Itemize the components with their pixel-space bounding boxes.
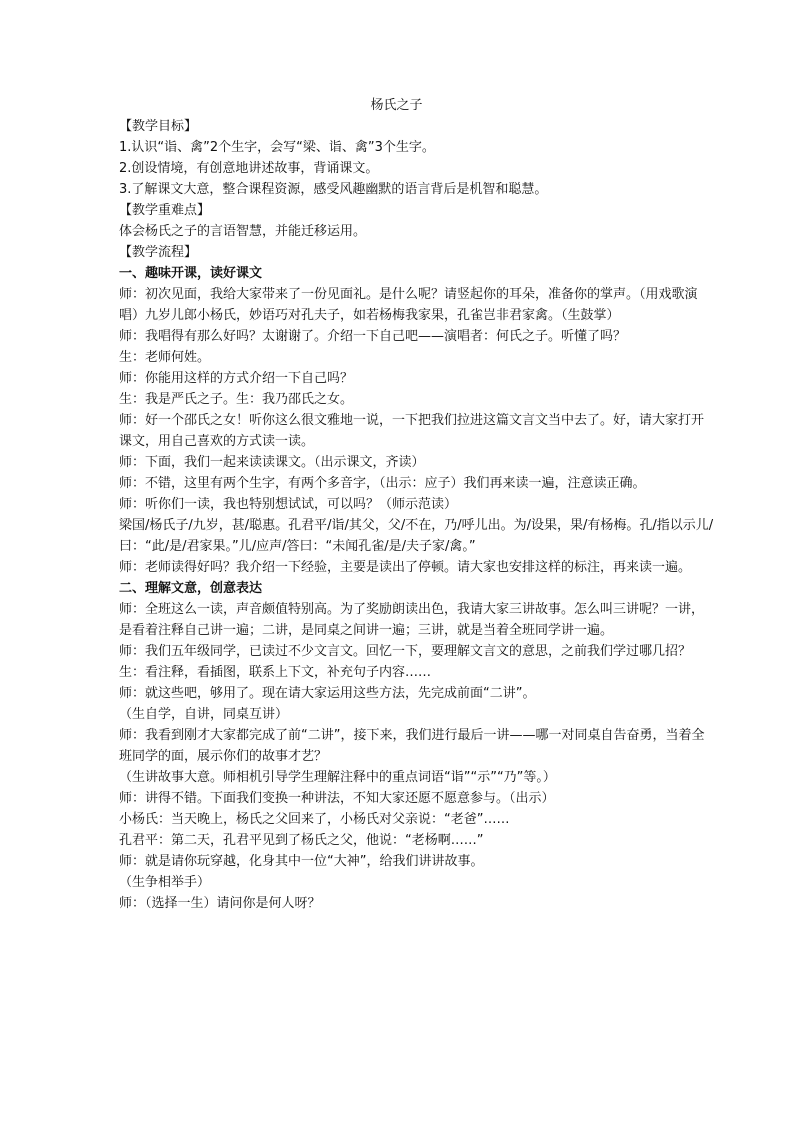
paragraph-line: 生：看注释，看插图，联系上下文，补充句子内容…… [119,665,432,680]
section-heading: 二、理解文意，创意表达 [119,581,263,596]
paragraph-line: 师：讲得不错。下面我们变换一种讲法，不知大家还愿不愿意参与。（出示） [119,791,555,806]
paragraph-line: 生：老师何姓。 [119,350,211,365]
paragraph-line: 师：你能用这样的方式介绍一下自己吗？ [119,371,354,386]
paragraph-line: 师：下面，我们一起来读读课文。（出示课文，齐读） [119,455,425,470]
paragraph-line: 生：我是严氏之子。生：我乃邵氏之女。 [119,392,354,407]
paragraph-line: 师：我看到刚才大家都完成了前“二讲”，接下来，我们进行最后一讲——哪一对同桌自告奋勇，当着全班同学的面，展示你们的故事才艺？ [119,728,705,764]
paragraph-line: 师：听你们一读，我也特别想试试，可以吗？（师示范读） [119,497,458,512]
paragraph-line: 师：我唱得有那么好吗？太谢谢了。介绍一下自己吧——演唱者：何氏之子。听懂了吗？ [119,329,627,344]
paragraph-line: 1.认识“诣、禽”2个生字，会写“梁、诣、禽”3个生字。 [119,140,435,155]
paragraph-line: 师：全班这么一读，声音颇值特别高。为了奖励朗读出色，我请大家三讲故事。怎么叫三讲呢？一讲，是看着注释自己讲一遍；二讲，是同桌之间讲一遍；三讲，就是当着全班同学讲一遍。 [119,602,705,638]
paragraph-line: 体会杨氏之子的言语智慧，并能迁移运用。 [119,224,367,239]
paragraph-line: 3.了解课文大意，整合课程资源，感受风趣幽默的语言背后是机智和聪慧。 [119,182,548,197]
paragraph-line: 2.创设情境，有创意地讲述故事，背诵课文。 [119,161,379,176]
paragraph-line: （生争相举手） [119,875,211,890]
paragraph-line: 师：老师读得好吗？我介绍一下经验，主要是读出了停顿。请大家也安排这样的标注，再来读一遍。 [119,560,692,575]
paragraph-line: 【教学重难点】 [119,203,211,218]
paragraph-line: （生自学，自讲，同桌互讲） [119,707,289,722]
section-heading: 一、趣味开课，读好课文 [119,266,263,281]
paragraph-line: 孔君平：第二天，孔君平见到了杨氏之父，他说：“老杨啊……” [119,833,484,848]
paragraph-line: 师：好一个邵氏之女！听你这么很文雅地一说，一下把我们拉进这篇文言文当中去了。好，请大家打开课文，用自己喜欢的方式读一读。 [119,413,705,449]
paragraph-line: 师：不错，这里有两个生字，有两个多音字，（出示：应子）我们再来读一遍，注意读正确。 [119,476,646,491]
paragraph-line: 【教学目标】 [119,119,198,134]
paragraph-line: 师：就是请你玩穿越，化身其中一位“大神”，给我们讲讲故事。 [119,854,484,869]
paragraph-line: 师：初次见面，我给大家带来了一份见面礼。是什么呢？请竖起你的耳朵，准备你的掌声。（用戏歌演唱）九岁儿郎小杨氏，妙语巧对孔夫子，如若杨梅我家果，孔雀岂非君家禽。（生鼓掌） [119,287,698,323]
paragraph-line: 师：我们五年级同学，已读过不少文言文。回忆一下，要理解文言文的意思，之前我们学过哪几招？ [119,644,692,659]
document-body [119,116,714,914]
paragraph-line: 梁国/杨氏子/九岁，甚/聪惠。孔君平/诣/其父，父/不在，乃/呼儿出。为/设果，果/有杨梅。孔/指以示儿/曰：“此/是/君家果。”儿/应声/答曰：“未闻孔雀/是/夫子家/禽。” [119,518,714,554]
paragraph-line: 师：就这些吧，够用了。现在请大家运用这些方法，先完成前面“二讲”。 [119,686,536,701]
paragraph-line: 小杨氏：当天晚上，杨氏之父回来了，小杨氏对父亲说：“老爸”…… [119,812,510,827]
paragraph-line: 师：（选择一生）请问你是何人呀？ [119,896,321,911]
document-title: 杨氏之子 [370,98,423,113]
paragraph-line: （生讲故事大意。师相机引导学生理解注释中的重点词语“诣”“示”“乃”等。） [119,770,556,785]
paragraph-line: 【教学流程】 [119,245,198,260]
